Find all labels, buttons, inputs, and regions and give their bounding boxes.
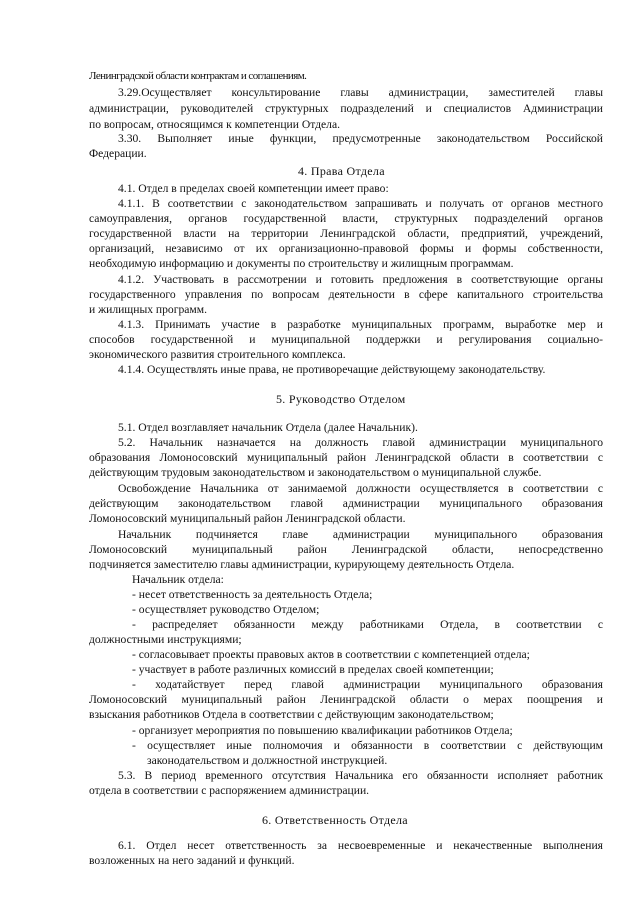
text-line: 5.1. Отдел возглавляет начальник Отдела (далее Начальник). [118,421,418,434]
text-line: Начальник подчиняется главе администрации муниципального образования [118,528,603,541]
text-line: 3.29.Осуществляет консультирование главы администрации, заместителей главы [118,86,603,99]
text-line: 5.3. В период временного отсутствия Начальника его обязанности исполняет работник [118,769,603,782]
section-heading: 5. Руководство Отделом [276,392,406,406]
text-line: государственной власти на территории Ленинградской области, предприятий, учреждений, [89,227,603,240]
text-line: Ломоносовский муниципальный район Ленинградской области о мерах поощрения и [89,693,603,706]
text-line: должностными инструкциями; [89,633,242,646]
list-item: - ходатайствует перед главой администрации муниципального образования [132,678,603,691]
section-heading: 4. Права Отдела [298,164,385,178]
list-item: - несет ответственность за деятельность Отдела; [132,588,373,601]
list-item: - согласовывает проекты правовых актов в соответствии с компетенцией отдела; [132,648,530,661]
text-line: 3.30. Выполняет иные функции, предусмотренные законодательством Российской [118,132,603,145]
text-line: подчиняется заместителю главы администрации, курирующему деятельность Отдела. [89,558,515,571]
text-line: Ломоносовский муниципальный район Ленинградской области. [89,512,406,525]
list-item: - осуществляет руководство Отделом; [132,603,320,616]
text-line: законодательством и должностной инструкцией. [147,754,388,767]
list-item: - участвует в работе различных комиссий в пределах своей компетенции; [132,663,494,676]
text-line: государственного управления по вопросам деятельности в сфере капитального строительства [89,288,603,301]
text-line: 4.1.4. Осуществлять иные права, не противоречащие действующему законодательству. [118,363,546,376]
text-line: по вопросам, относящимся к компетенции Отдела. [89,118,340,131]
list-item: - распределяет обязанности между работниками Отдела, в соответствии с [132,618,603,631]
text-line: 6.1. Отдел несет ответственность за несвоевременные и некачественные выполнения [118,839,603,852]
list-item: - организует мероприятия по повышению квалификации работников Отдела; [132,724,513,737]
text-line: отдела в соответствии с распоряжением администрации. [89,784,370,797]
text-line: 5.2. Начальник назначается на должность главой администрации муниципального [118,436,603,449]
text-line: организаций, независимо от их организационно-правовой формы и формы собственности, [89,242,603,255]
text-line: 4.1.3. Принимать участие в разработке муниципальных программ, выработке мер и [118,318,603,331]
text-line: действующим законодательством главой администрации муниципального образования [89,497,603,510]
section-heading: 6. Ответственность Отдела [262,813,408,827]
text-line: 4.1.1. В соответствии с законодательством запрашивать и получать от органов местного [118,197,603,210]
text-line: администрации, руководителей структурных подразделений и специалистов Администрации [89,102,603,115]
list-item: - осуществляет иные полномочия и обязанности в соответствии с действующим [132,739,603,752]
text-line: образования Ломоносовский муниципальный район Ленинградской области в соответствии с [89,451,603,464]
text-line: 4.1.2. Участвовать в рассмотрении и готовить предложения в соответствующие органы [118,273,603,286]
text-line: действующим трудовым законодательством и законодательством о муниципальной службе. [89,466,542,479]
text-line: Начальник отдела: [132,573,224,586]
text-line: необходимую информацию и документы по строительству и жилищным программам. [89,257,514,270]
text-line: и жилищных программ. [89,303,207,316]
text-line: экономического развития строительного комплекса. [89,348,346,361]
text-line: возложенных на него заданий и функций. [89,854,295,867]
text-line: взыскания работников Отдела в соответствии с действующим законодательством; [89,708,494,721]
text-line: самоуправления, органов государственной власти, структурных подразделений органов [89,212,603,225]
text-line: 4.1. Отдел в пределах своей компетенции имеет право: [118,182,389,195]
text-line: Освобождение Начальника от занимаемой должности осуществляется в соответствии с [118,482,603,495]
text-line: способов государственной и муниципальной поддержки и регулирования социально- [89,333,603,346]
text-line: Ломоносовский муниципальный район Ленинградской области, непосредственно [89,543,603,556]
text-line: Федерации. [89,147,147,160]
text-line: Ленинградской области контрактам и соглашениям. [89,70,307,82]
